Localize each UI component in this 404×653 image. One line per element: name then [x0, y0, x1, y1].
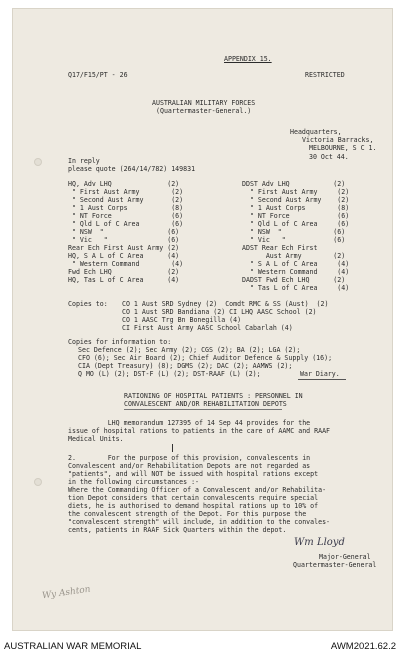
war-diary: War Diary.	[300, 370, 340, 378]
distribution-entry: " NT Force (6)	[242, 212, 350, 220]
copies-to-entry: CO 1 Aust SRD Bandiana (2) CI LHQ AASC School (2)	[122, 308, 317, 316]
distribution-entry: " Qld L of C Area (6)	[242, 220, 350, 228]
reply-reference: please quote (264/14/782) 149831	[68, 165, 196, 173]
copies-info-entry: Sec Defence (2); Sec Army (2); CGS (2); BA (2); LGA (2);	[78, 346, 301, 354]
subject-underline	[124, 409, 282, 410]
paragraph-line: Medical Units.	[68, 435, 124, 443]
org-name: AUSTRALIAN MILITARY FORCES	[152, 99, 256, 107]
distribution-entry: " Tas L of C Area (4)	[242, 284, 350, 292]
paragraph-line: in the following circumstances :-	[68, 478, 200, 486]
subject-line: CONVALESCENT AND/OR REHABILITATION DEPOTS	[124, 400, 287, 408]
distribution-entry: Rear Ech First Aust Army (2)	[68, 244, 180, 252]
paragraph-line: 2. For the purpose of this provision, convalescents in	[68, 454, 311, 462]
distribution-entry: Fwd Ech LHQ (2)	[68, 268, 180, 276]
distribution-entry: HQ, S A L of C Area (4)	[68, 252, 180, 260]
copies-to-label: Copies to:	[68, 300, 108, 308]
paragraph-line: cents, patients in RAAF Sick Quarters within the depot.	[68, 526, 287, 534]
punch-hole	[34, 478, 42, 486]
paragraph-line: Convalescent and/or Rehabilitation Depots are not regarded as	[68, 462, 311, 470]
distribution-entry: " NSW " (6)	[242, 228, 346, 236]
paragraph-line: issue of hospital rations to patients in the care of AAMC and RAAF	[68, 427, 331, 435]
distribution-entry: " Western Command (4)	[68, 260, 184, 268]
address-line: Victoria Barracks,	[302, 136, 374, 144]
distribution-entry: " First Aust Army (2)	[68, 188, 184, 196]
reply-label: In reply	[68, 157, 100, 165]
punch-hole	[34, 158, 42, 166]
distribution-entry: " NSW " (6)	[68, 228, 180, 236]
copies-info-entry: Q MO (L) (2); DST-F (L) (2); DST-RAAF (L) (2);	[78, 370, 265, 378]
distribution-entry: HQ, Adv LHQ (2)	[68, 180, 180, 188]
distribution-entry: " 1 Aust Corps (8)	[68, 204, 184, 212]
distribution-entry: ADST Rear Ech First	[242, 244, 318, 252]
distribution-entry: " First Aust Army (2)	[242, 188, 350, 196]
copies-info-entry: CFO (6); Sec Air Board (2); Chief Auditor Defence & Supply (16);	[78, 354, 333, 362]
handwritten-underline	[298, 379, 346, 380]
classification: RESTRICTED	[305, 71, 345, 79]
file-reference: Q17/F15/PT - 26	[68, 71, 128, 79]
paragraph-line: the convalescent strength of the Depot. For this purpose the	[68, 510, 307, 518]
address-line: Headquarters,	[290, 128, 342, 136]
distribution-entry: DDST Adv LHQ (2)	[242, 180, 346, 188]
paragraph-line: LHQ memorandum 127395 of 14 Sep 44 provides for the	[68, 419, 311, 427]
distribution-entry: HQ, Tas L of C Area (4)	[68, 276, 180, 284]
org-branch: (Quartermaster-General.)	[156, 107, 252, 115]
distribution-entry: " Second Aust Army (2)	[242, 196, 350, 204]
subject-line: RATIONING OF HOSPITAL PATIENTS : PERSONNEL IN	[124, 392, 303, 400]
date: 30 Oct 44.	[309, 153, 349, 161]
paragraph-line: "convalescent strength" will include, in addition to the convales-	[68, 518, 331, 526]
archive-footer	[0, 631, 404, 653]
distribution-entry: " Vic " (6)	[68, 236, 180, 244]
copies-to-entry: CO 1 AASC Trg Bn Bonegilla (4)	[122, 316, 242, 324]
footer-accession-number: AWM2021.62.2	[330, 641, 396, 652]
distribution-entry: " NT Force (6)	[68, 212, 184, 220]
copies-to-entry: CI First Aust Army AASC School Cabarlah (4)	[122, 324, 293, 332]
distribution-entry: " Vic " (6)	[242, 236, 346, 244]
distribution-entry: Aust Army (2)	[242, 252, 346, 260]
distribution-entry: " Qld L of C Area (6)	[68, 220, 184, 228]
address-line: MELBOURNE, S C 1.	[309, 144, 377, 152]
paragraph-line: "patients", and will NOT be issued with hospital rations except	[68, 470, 319, 478]
paragraph-line: tion Depot considers that certain convalescents require special	[68, 494, 319, 502]
distribution-entry: " 1 Aust Corps (8)	[242, 204, 350, 212]
handwritten-signature: Wm Lloyd	[294, 537, 345, 548]
distribution-entry: DADST Fwd Ech LHQ (2)	[242, 276, 346, 284]
footer-institution: AUSTRALIAN WAR MEMORIAL	[4, 641, 142, 652]
distribution-entry: " S A L of C Area (4)	[242, 260, 350, 268]
pencil-annotation: Wy Ashton	[41, 584, 92, 602]
pen-mark	[172, 444, 173, 452]
distribution-entry: " Second Aust Army (2)	[68, 196, 184, 204]
copies-info-label: Copies for information to:	[68, 338, 172, 346]
copies-to-entry: CO 1 Aust SRD Sydney (2) Comdt RMC & SS (Aust) (2)	[122, 300, 329, 308]
signatory-rank: Major-General	[319, 553, 371, 561]
document-page	[12, 8, 393, 631]
distribution-entry: " Western Command (4)	[242, 268, 350, 276]
signatory-title: Quartermaster-General	[293, 561, 377, 569]
paragraph-line: diets, he is authorised to demand hospital rations up to 10% of	[68, 502, 319, 510]
copies-info-entry: CIA (Dept Treasury) (8); DGMS (2); DAC (2); AAMWS (2);	[78, 362, 293, 370]
appendix-label: APPENDIX 15.	[224, 55, 272, 63]
paragraph-line: Where the Commanding Officer of a Convalescent and/or Rehabilita-	[68, 486, 327, 494]
